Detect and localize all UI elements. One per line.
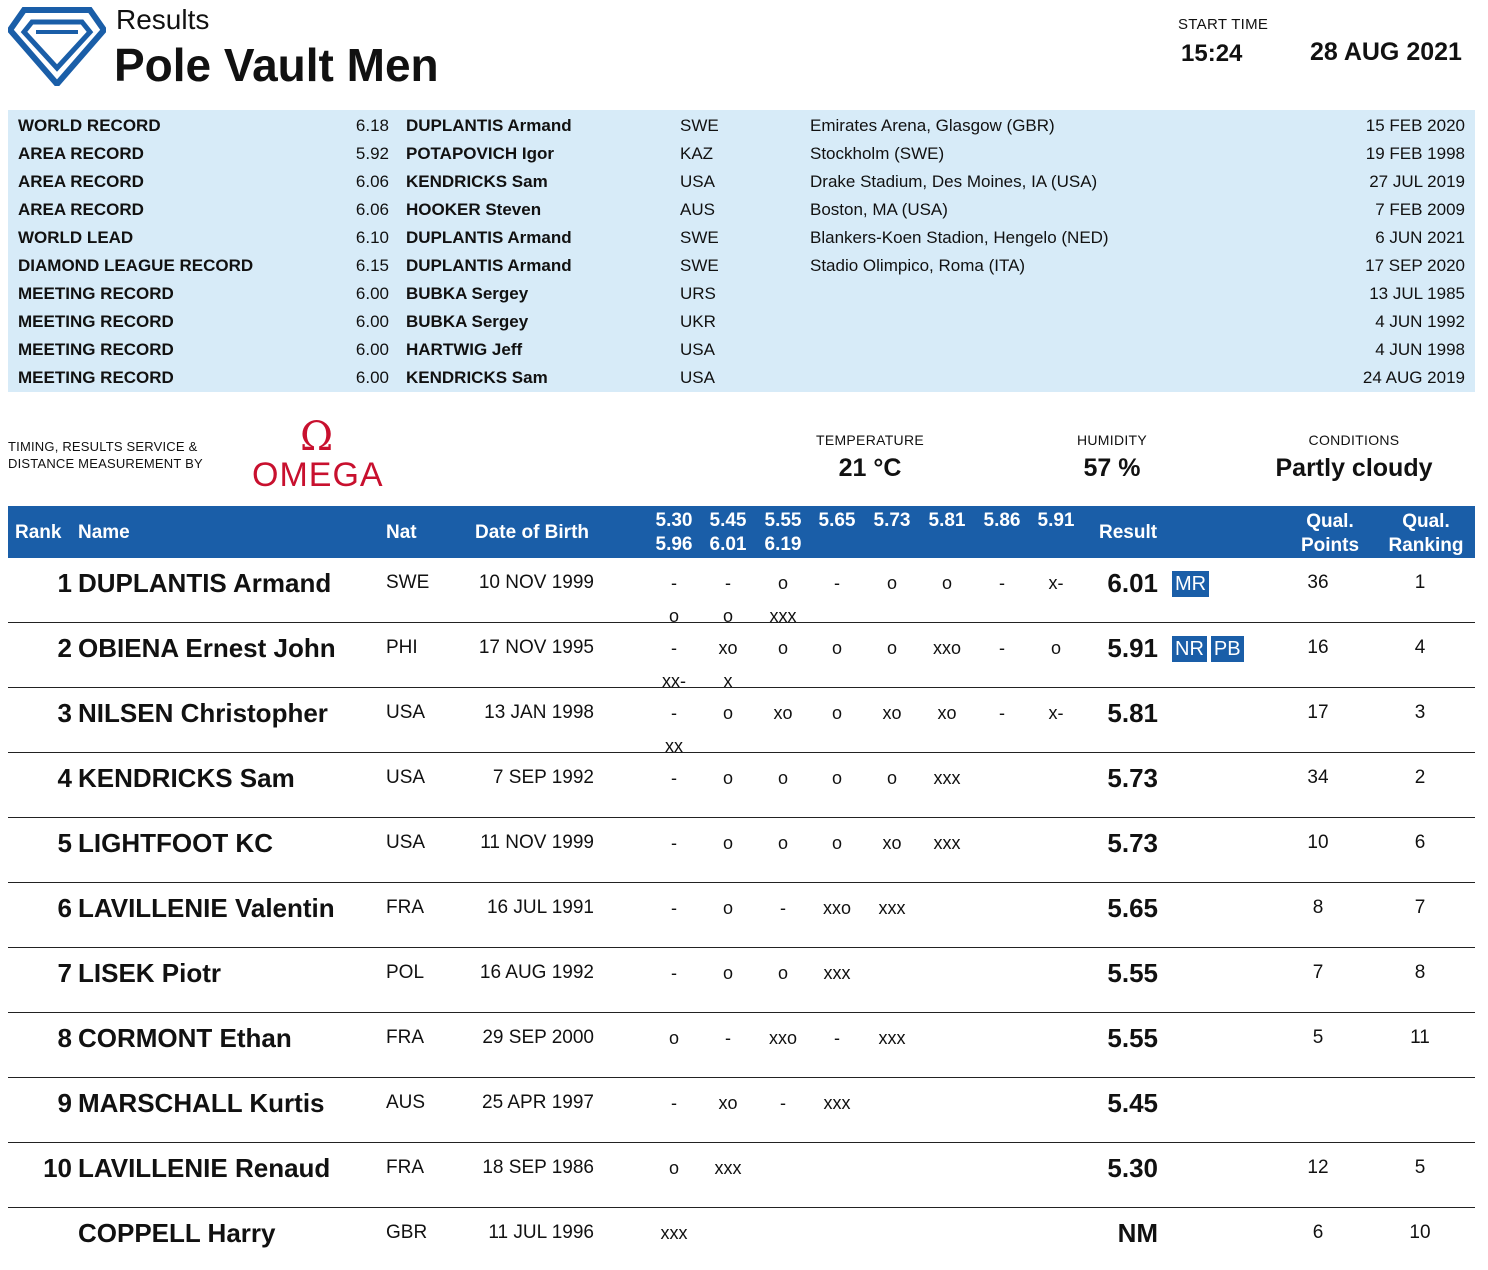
record-row [8,337,1475,365]
conditions-block [1264,432,1444,483]
attempt-mark: o [831,703,842,723]
qual-ranking: 3 [1414,702,1426,723]
record-mark: 5.92 [355,144,389,163]
record-type: MEETING RECORD [18,284,174,303]
athlete-result: 5.55 [1107,958,1158,988]
record-date: 7 FEB 2009 [1375,200,1465,219]
qual-ranking: 6 [1414,832,1426,853]
header-qual-points-line1: Qual. [1306,511,1354,532]
athlete-rank: 10 [43,1153,72,1183]
athlete-rank: 7 [57,958,72,988]
qual-ranking: 5 [1414,1157,1426,1178]
attempt-mark: o [722,768,733,788]
record-nat: AUS [680,200,715,219]
attempt-mark: xxo [822,898,851,918]
record-nat: USA [680,172,715,191]
qual-points: 5 [1312,1027,1324,1048]
record-venue: Boston, MA (USA) [810,200,948,219]
record-nat: SWE [680,116,719,135]
qual-points: 34 [1307,767,1329,788]
athlete-name: OBIENA Ernest John [78,633,336,663]
record-holder: BUBKA Sergey [406,284,529,303]
header-height: 5.30 [655,510,693,531]
athlete-name: LISEK Piotr [78,958,222,988]
record-badges [1172,571,1213,597]
record-nat: URS [680,284,716,303]
header-qual-ranking-line1: Qual. [1402,511,1450,532]
record-venue: Blankers-Koen Stadion, Hengelo (NED) [810,228,1109,247]
qual-points: 6 [1312,1222,1324,1243]
attempt-mark: x- [1048,573,1064,593]
attempt-mark: o [831,833,842,853]
record-holder: POTAPOVICH Igor [406,144,554,163]
conditions-value: Partly cloudy [1275,454,1433,482]
record-row [8,309,1475,337]
attempt-mark: xxx [660,1223,688,1243]
header-name: Name [78,522,130,543]
record-date: 4 JUN 1992 [1375,312,1465,331]
attempt-mark: - [671,833,677,853]
record-holder: KENDRICKS Sam [406,172,548,191]
header-qual-ranking-line2: Ranking [1388,535,1464,556]
record-date: 6 JUN 2021 [1375,228,1465,247]
diamond-league-logo-icon [8,6,106,86]
attempt-mark: o [777,768,788,788]
attempt-mark: xxx [878,1028,906,1048]
athlete-rank: 3 [57,698,72,728]
omega-symbol-icon: Ω [300,414,334,460]
attempt-mark: xxx [714,1158,742,1178]
sponsor-text [8,438,203,472]
attempt-mark: - [999,703,1005,723]
records-table [8,110,1475,392]
athlete-nat: POL [386,962,425,983]
table-row [8,1208,1475,1270]
attempt-mark: - [671,703,677,723]
header-height: 5.65 [818,510,856,531]
attempt-mark: xxx [933,768,961,788]
header-height: 5.81 [928,510,966,531]
athlete-dob: 11 JUL 1996 [488,1222,594,1243]
qual-ranking: 1 [1414,572,1426,593]
attempt-mark: - [671,1093,677,1113]
results-table-header [8,506,1475,558]
record-date: 13 JUL 1985 [1369,284,1465,303]
attempt-mark: o [1050,638,1061,658]
attempt-mark: - [780,898,786,918]
attempt-mark: - [725,1028,731,1048]
record-date: 17 SEP 2020 [1365,256,1465,275]
attempt-mark: o [777,833,788,853]
page-title: Pole Vault Men [114,39,439,91]
record-mark: 6.18 [355,116,389,135]
athlete-nat: USA [386,832,426,853]
header-rank: Rank [15,522,62,543]
record-badge: PB [1211,636,1244,662]
athlete-nat: USA [386,767,426,788]
athlete-dob: 10 NOV 1999 [478,572,594,593]
athlete-result: 5.73 [1107,828,1158,858]
attempt-mark: o [668,1158,679,1178]
attempt-mark: - [834,573,840,593]
table-row [8,883,1475,948]
header-height: 5.55 [764,510,802,531]
record-holder: BUBKA Sergey [406,312,529,331]
qual-points: 17 [1307,702,1329,723]
record-type: MEETING RECORD [18,340,174,359]
attempt-mark: xo [718,1093,738,1113]
attempt-mark: o [668,1028,679,1048]
record-date: 24 AUG 2019 [1362,368,1465,387]
conditions-label: CONDITIONS [1308,432,1400,448]
record-nat: UKR [680,312,716,331]
table-row [8,688,1475,756]
athlete-nat: FRA [386,897,424,918]
qual-ranking: 2 [1414,767,1426,788]
table-row [8,1078,1475,1143]
attempt-mark: - [671,898,677,918]
athlete-rank: 4 [57,763,72,793]
athlete-name: DUPLANTIS Armand [78,568,332,598]
athlete-name: LAVILLENIE Renaud [78,1153,331,1183]
record-nat: SWE [680,228,719,247]
record-row [8,141,1475,169]
attempt-mark: xo [882,833,902,853]
header-height: 5.96 [655,534,693,555]
athlete-result: 5.73 [1107,763,1158,793]
table-row [8,753,1475,818]
table-row [8,1143,1475,1208]
record-row [8,225,1475,253]
table-row [8,948,1475,1013]
athlete-dob: 7 SEP 1992 [492,767,594,788]
qual-points: 12 [1307,1157,1329,1178]
attempt-mark: xxo [768,1028,797,1048]
athlete-result: 5.55 [1107,1023,1158,1053]
attempt-mark: - [999,573,1005,593]
athlete-result: 5.65 [1107,893,1158,923]
record-badge: NR [1172,636,1207,662]
attempt-mark: o [777,638,788,658]
temperature-label: TEMPERATURE [815,432,925,448]
attempt-mark: - [999,638,1005,658]
attempt-mark: o [777,963,788,983]
qual-ranking: 10 [1409,1222,1431,1243]
record-holder: DUPLANTIS Armand [406,228,572,247]
athlete-nat: FRA [386,1157,424,1178]
athlete-nat: GBR [386,1222,428,1243]
page-subtitle: Results [116,4,210,35]
attempt-mark: xo [937,703,957,723]
attempt-mark: - [671,963,677,983]
temperature-block [800,432,940,483]
attempt-mark: xo [882,703,902,723]
athlete-dob: 18 SEP 1986 [482,1157,594,1178]
header-qual-points [1300,510,1360,558]
record-type: AREA RECORD [18,200,144,219]
header-nat: Nat [386,522,417,543]
sponsor-line-1: TIMING, RESULTS SERVICE & [8,439,198,454]
athlete-name: COPPELL Harry [78,1218,276,1248]
attempt-mark: o [777,573,788,593]
athlete-nat: SWE [386,572,430,593]
attempt-mark: - [725,573,731,593]
athlete-dob: 17 NOV 1995 [478,637,594,658]
record-venue: Emirates Arena, Glasgow (GBR) [810,116,1055,135]
athlete-nat: AUS [386,1092,426,1113]
athlete-result: 5.91 [1107,633,1158,663]
sponsor-line-2: DISTANCE MEASUREMENT BY [8,456,203,471]
header-height: 5.45 [709,510,747,531]
record-nat: SWE [680,256,719,275]
attempt-mark: o [831,768,842,788]
record-badges [1172,636,1248,662]
athlete-name: MARSCHALL Kurtis [78,1088,325,1118]
attempt-mark: xo [718,638,738,658]
qual-ranking: 8 [1414,962,1426,983]
attempt-mark: xx- [662,671,686,691]
temperature-value: 21 °C [838,454,902,482]
record-badge: MR [1172,571,1209,597]
athlete-rank: 9 [57,1088,72,1118]
qual-points: 10 [1307,832,1329,853]
athlete-result: 5.45 [1107,1088,1158,1118]
attempt-mark: - [671,573,677,593]
record-nat: USA [680,340,715,359]
record-nat: KAZ [680,144,714,163]
record-venue: Stockholm (SWE) [810,144,945,163]
record-mark: 6.06 [355,200,389,219]
header-dob: Date of Birth [475,522,589,543]
qual-ranking: 4 [1414,637,1426,658]
qual-ranking: 11 [1410,1027,1430,1048]
attempt-mark: - [780,1093,786,1113]
attempt-mark: o [886,638,897,658]
record-type: DIAMOND LEAGUE RECORD [18,256,254,275]
attempt-mark: - [834,1028,840,1048]
record-type: MEETING RECORD [18,368,174,387]
athlete-rank: 1 [57,568,72,598]
header-height: 5.73 [873,510,911,531]
athlete-result: 5.81 [1107,698,1158,728]
attempt-mark: x- [1048,703,1064,723]
start-time: 15:24 [1181,40,1243,67]
record-row [8,365,1475,393]
athlete-rank: 6 [57,893,72,923]
attempt-mark: xxo [932,638,961,658]
record-type: WORLD RECORD [18,116,161,135]
athlete-name: KENDRICKS Sam [78,763,295,793]
attempt-mark: xo [773,703,793,723]
record-row [8,281,1475,309]
athlete-dob: 29 SEP 2000 [482,1027,594,1048]
record-mark: 6.00 [355,312,389,331]
athlete-dob: 16 JUL 1991 [486,897,594,918]
attempt-mark: o [831,638,842,658]
header-height: 5.91 [1037,510,1075,531]
qual-points: 36 [1307,572,1329,593]
athlete-dob: 16 AUG 1992 [479,962,594,983]
record-holder: DUPLANTIS Armand [406,116,572,135]
attempt-mark: - [671,768,677,788]
athlete-dob: 11 NOV 1999 [480,832,594,853]
record-type: AREA RECORD [18,144,144,163]
athlete-name: NILSEN Christopher [78,698,328,728]
attempt-mark: x [723,671,733,691]
attempt-mark: xxx [823,963,851,983]
record-mark: 6.10 [355,228,389,247]
attempt-mark: o [722,898,733,918]
record-holder: DUPLANTIS Armand [406,256,572,275]
header-qual-points-line2: Points [1300,535,1360,556]
athlete-dob: 25 APR 1997 [482,1092,594,1113]
attempt-mark: xxx [823,1093,851,1113]
athlete-nat: USA [386,702,426,723]
record-mark: 6.15 [355,256,389,275]
attempt-mark: o [886,768,897,788]
athlete-name: LIGHTFOOT KC [78,828,273,858]
humidity-label: HUMIDITY [1076,432,1148,448]
start-time-label: START TIME [1178,16,1269,33]
results-table-body [8,558,1475,1270]
table-row [8,818,1475,883]
record-mark: 6.06 [355,172,389,191]
header-qual-ranking [1384,510,1468,558]
athlete-rank: 2 [57,633,72,663]
record-date: 27 JUL 2019 [1369,172,1465,191]
record-mark: 6.00 [355,284,389,303]
attempt-mark: xx [665,736,683,756]
record-mark: 6.00 [355,368,389,387]
attempt-mark: o [722,833,733,853]
record-type: WORLD LEAD [18,228,134,247]
athlete-rank: 5 [57,828,72,858]
record-type: AREA RECORD [18,172,144,191]
event-date: 28 AUG 2021 [1310,38,1462,66]
table-row [8,558,1475,626]
attempt-mark: o [668,606,679,626]
header-result: Result [1099,522,1158,543]
record-row [8,169,1475,197]
record-nat: USA [680,368,715,387]
athlete-result: 6.01 [1107,568,1158,598]
athlete-result: 5.30 [1107,1153,1158,1183]
record-venue: Drake Stadium, Des Moines, IA (USA) [810,172,1098,191]
athlete-name: CORMONT Ethan [78,1023,292,1053]
athlete-name: LAVILLENIE Valentin [78,893,335,923]
record-date: 15 FEB 2020 [1365,116,1465,135]
attempt-mark: o [886,573,897,593]
qual-ranking: 7 [1414,897,1426,918]
athlete-nat: FRA [386,1027,424,1048]
attempt-mark: xxx [769,606,797,626]
record-row [8,113,1475,141]
attempt-mark: xxx [878,898,906,918]
record-holder: HARTWIG Jeff [406,340,523,359]
attempt-mark: o [941,573,952,593]
record-type: MEETING RECORD [18,312,174,331]
record-row [8,253,1475,281]
humidity-block [1042,432,1182,483]
attempt-mark: o [722,606,733,626]
qual-points: 7 [1312,962,1324,983]
qual-points: 8 [1312,897,1324,918]
record-venue: Stadio Olimpico, Roma (ITA) [810,256,1026,275]
table-row [8,1013,1475,1078]
record-holder: HOOKER Steven [406,200,542,219]
humidity-value: 57 % [1083,454,1141,482]
record-holder: KENDRICKS Sam [406,368,548,387]
header-height: 6.19 [764,534,802,555]
athlete-rank: 8 [57,1023,72,1053]
athlete-result: NM [1117,1218,1158,1248]
record-date: 19 FEB 1998 [1365,144,1465,163]
table-row [8,623,1475,691]
header-height: 5.86 [983,510,1021,531]
athlete-nat: PHI [386,637,418,658]
record-row [8,197,1475,225]
attempt-mark: - [671,638,677,658]
attempt-mark: xxx [933,833,961,853]
qual-points: 16 [1307,637,1329,658]
record-date: 4 JUN 1998 [1375,340,1465,359]
record-mark: 6.00 [355,340,389,359]
attempt-mark: o [722,703,733,723]
header-height: 6.01 [709,534,747,555]
athlete-dob: 13 JAN 1998 [484,702,594,723]
omega-logo: OMEGA [252,456,384,494]
attempt-mark: o [722,963,733,983]
